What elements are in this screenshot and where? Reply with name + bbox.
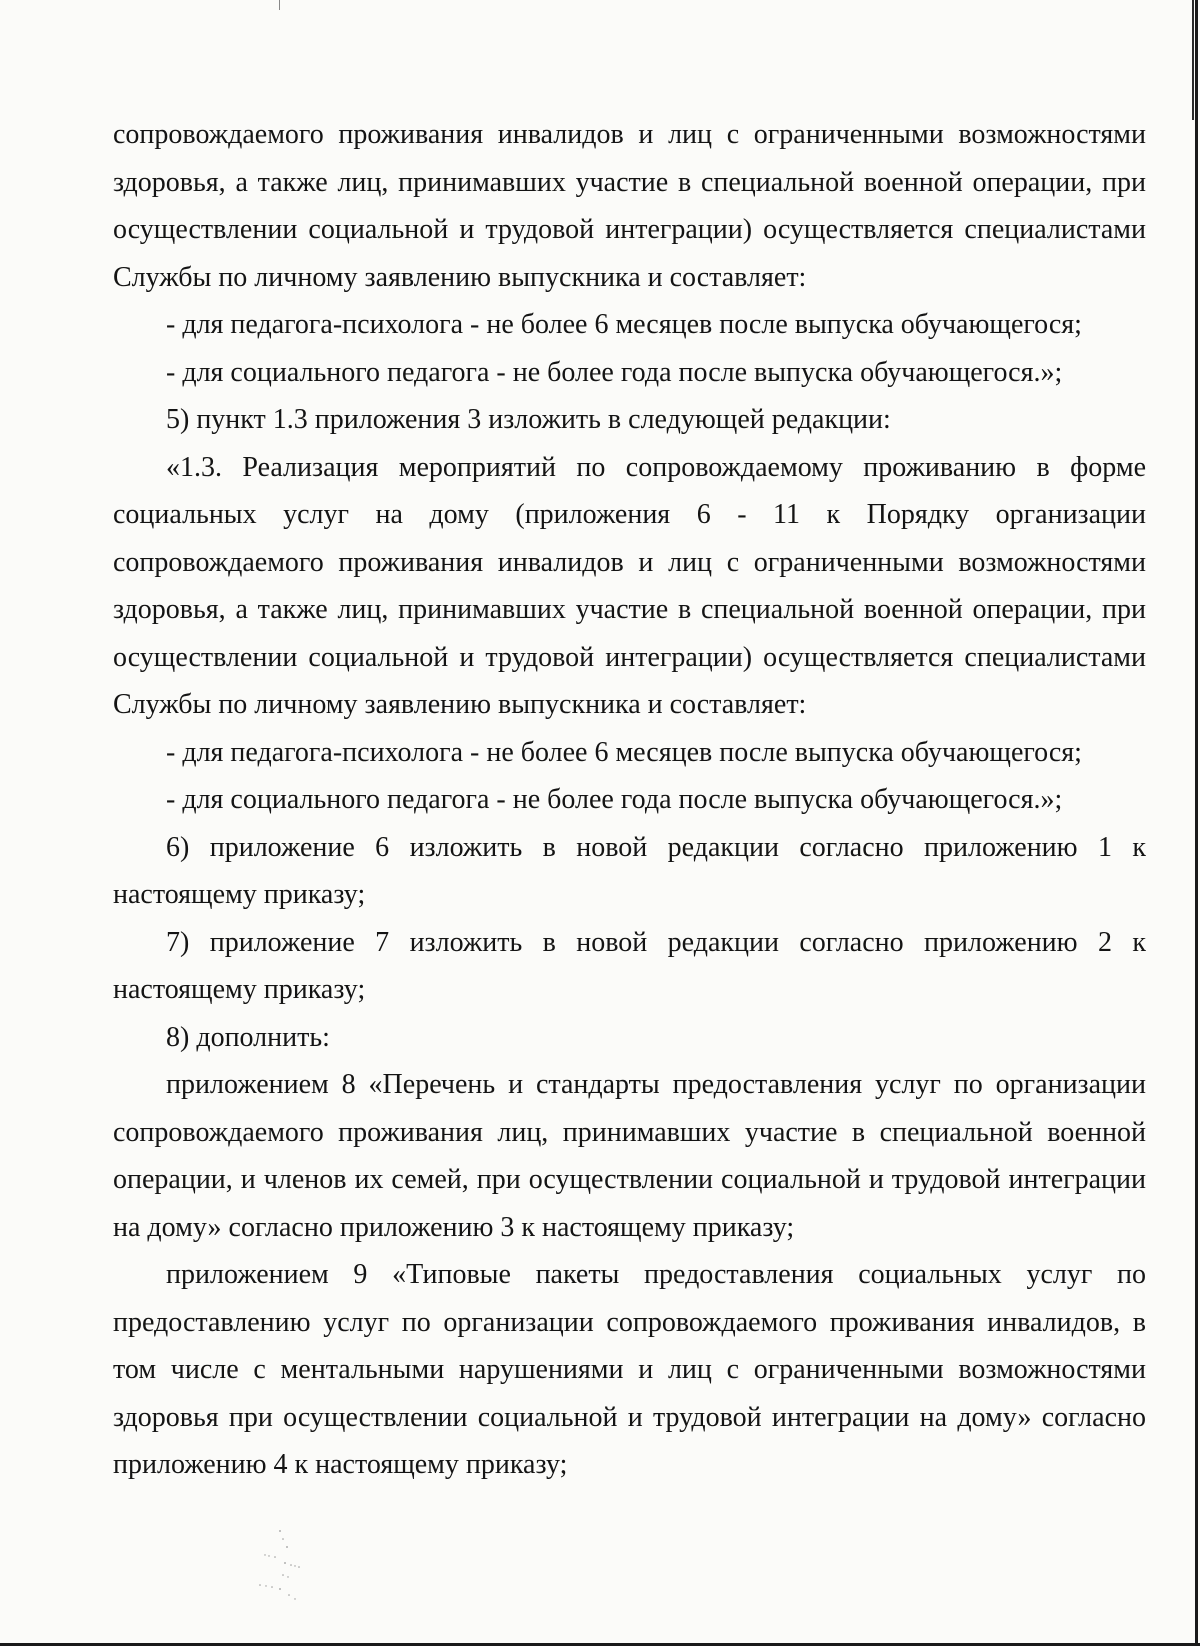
paragraph-continuation: сопровождаемого проживания инвалидов и лиц с ограниченными возможностями здоровья, а также лиц, принимавших участие в специальной военной операции, при осуществлении социальной и трудовой интеграции) осуществляется специалистами Службы по личному заявлению выпускника и составляет: (113, 119, 1146, 293)
paragraph-item-6: 6) приложение 6 изложить в новой редакции согласно приложению 1 к настоящему приказу; (113, 831, 1146, 910)
scan-mark (279, 0, 280, 10)
document-body (113, 111, 1146, 1489)
scan-noise (225, 1525, 315, 1615)
paragraph-appendix-9: приложением 9 «Типовые пакеты предоставления социальных услуг по предоставлению услуг по организации сопровождаемого проживания инвалидов, в том числе с ментальными нарушениями и лиц с ограниченными возможностями здоровья при осуществлении социальной и трудовой интеграции на дому» согласно приложению 4 к настоящему приказу; (113, 1259, 1146, 1480)
page-edge-right (1195, 0, 1198, 1646)
paragraph-item-7: 7) приложение 7 изложить в новой редакции согласно приложению 2 к настоящему приказу; (113, 926, 1146, 1005)
paragraph-quote-1-3: «1.3. Реализация мероприятий по сопровождаемому проживанию в форме социальных услуг на дому (приложения 6 - 11 к Порядку организации сопровождаемого проживания инвалидов и лиц с ограниченными возможностями здоровья, а также лиц, принимавших участие в специальной военной операции, при осуществлении социальной и трудовой интеграции) осуществляется специалистами Службы по личному заявлению выпускника и составляет: (113, 451, 1146, 720)
paragraph-item-8: 8) дополнить: (166, 1021, 330, 1053)
paragraph-item-5: 5) пункт 1.3 приложения 3 изложить в следующей редакции: (166, 404, 891, 435)
paragraph-list-item: - для социального педагога - не более года после выпуска обучающегося.»; (166, 784, 1063, 815)
paragraph-list-item: - для социального педагога - не более года после выпуска обучающегося.»; (166, 356, 1063, 388)
paragraph-appendix-8: приложением 8 «Перечень и стандарты предоставления услуг по организации сопровождаемого проживания лиц, принимавших участие в специальной военной операции, и членов их семей, при осуществлении социальной и трудовой интеграции на дому» согласно приложению 3 к настоящему приказу; (113, 1069, 1146, 1243)
paragraph-list-item: - для педагога-психолога - не более 6 месяцев после выпуска обучающегося; (166, 736, 1082, 768)
page-edge-right-shadow (1192, 0, 1194, 120)
paragraph-list-item: - для педагога-психолога - не более 6 месяцев после выпуска обучающегося; (166, 309, 1082, 340)
